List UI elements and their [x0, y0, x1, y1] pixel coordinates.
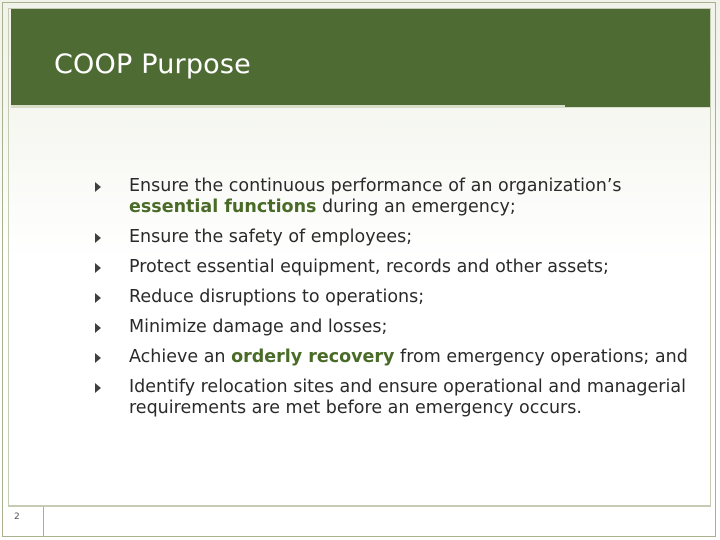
bullet-text	[129, 347, 688, 367]
slide-number: 2	[14, 512, 20, 522]
bullet-text-part: during an emergency;	[316, 197, 516, 217]
triangle-right-icon	[95, 383, 101, 393]
bullet-text-part: from emergency operations; and	[394, 347, 688, 367]
bullet-text	[129, 377, 686, 418]
bullet-item	[95, 227, 695, 248]
bullet-item	[95, 176, 695, 218]
triangle-right-icon	[95, 323, 101, 333]
bullet-item	[95, 317, 695, 338]
bullet-text-part: Achieve an	[129, 347, 232, 367]
triangle-right-icon	[95, 233, 101, 243]
footer-rule	[8, 506, 711, 507]
slide-title: COOP Purpose	[54, 49, 251, 80]
title-bar-accent	[565, 105, 710, 107]
bullet-emphasis: essential functions	[129, 197, 317, 217]
bullet-text-part: Minimize damage and losses;	[129, 317, 388, 337]
bullet-text	[129, 176, 622, 217]
bullet-text-part: Protect essential equipment, records and other assets;	[129, 257, 609, 277]
triangle-right-icon	[95, 293, 101, 303]
footer-divider	[43, 507, 44, 537]
bullet-text-part: Reduce disruptions to operations;	[129, 287, 425, 307]
bullet-text	[129, 227, 412, 247]
bullet-list	[95, 176, 695, 419]
bullet-text	[129, 317, 387, 337]
bullet-text-part: Identify relocation sites and ensure operational and managerial requirements are met before an emergency occurs.	[129, 377, 686, 418]
title-bar	[11, 9, 710, 108]
bullet-item	[95, 377, 695, 419]
bullet-text	[129, 287, 424, 307]
triangle-right-icon	[95, 353, 101, 363]
bullet-item	[95, 257, 695, 278]
triangle-right-icon	[95, 182, 101, 192]
bullet-item	[95, 287, 695, 308]
bullet-text	[129, 257, 609, 277]
bullet-item	[95, 347, 695, 368]
bullet-text-part: Ensure the safety of employees;	[129, 227, 413, 247]
bullet-text-part: Ensure the continuous performance of an organization’s	[129, 176, 622, 196]
triangle-right-icon	[95, 263, 101, 273]
bullet-emphasis: orderly recovery	[231, 347, 395, 367]
